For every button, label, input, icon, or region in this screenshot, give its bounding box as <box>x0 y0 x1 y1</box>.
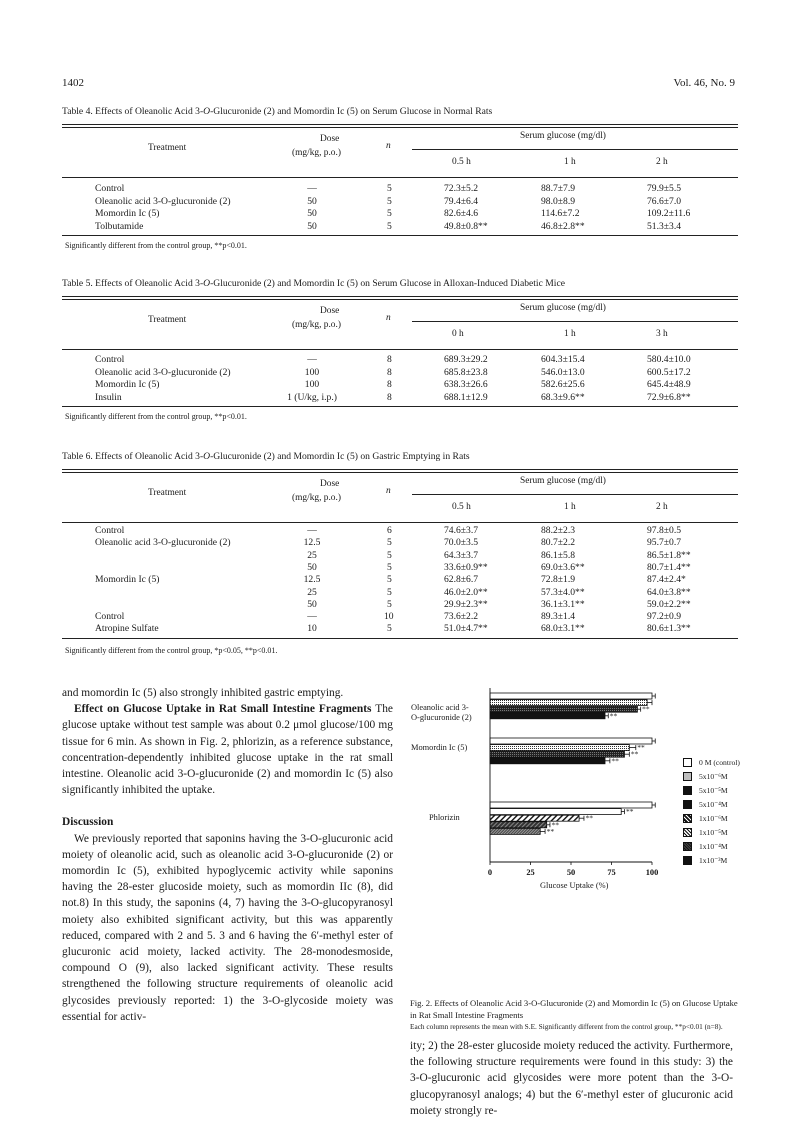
significance-marker: ** <box>630 749 639 759</box>
section-heading-discussion: Discussion <box>62 816 114 829</box>
legend-label: 1x10⁻⁶M <box>699 814 728 823</box>
cell-value: 689.3±29.2 <box>444 354 488 365</box>
col-header-time: 3 h <box>656 329 668 339</box>
table-rule <box>62 127 738 128</box>
table-rule <box>62 177 738 178</box>
cell-value: 88.7±7.9 <box>541 183 576 194</box>
significance-marker: ** <box>625 807 634 817</box>
cell-dose: 50 <box>307 195 317 207</box>
table4-caption: Table 4. Effects of Oleanolic Acid 3-O-Glucuronide (2) and Momordin Ic (5) on Serum Glucose in Normal Rats <box>62 106 493 117</box>
cell-value: 57.3±4.0** <box>541 586 585 598</box>
cell-value: 68.3±9.6** <box>541 391 585 403</box>
col-header-treatment: Treatment <box>148 143 187 153</box>
cell-treatment: Control <box>95 183 125 194</box>
cell-dose: 100 <box>304 366 320 378</box>
cell-value: 80.6±1.3** <box>647 623 691 635</box>
col-header-time: 2 h <box>656 157 668 167</box>
legend-label: 1x10⁻³M <box>699 856 728 865</box>
cell-value: 29.9±2.3** <box>444 598 488 610</box>
table-footnote: Significantly different from the control group, **p<0.01. <box>65 241 247 251</box>
cell-n: 5 <box>387 586 392 598</box>
cell-value: 73.6±2.2 <box>444 611 479 623</box>
cell-dose: 1 (U/kg, i.p.) <box>287 391 337 403</box>
legend-item <box>683 842 728 851</box>
cell-n: 5 <box>387 537 392 549</box>
table-rule <box>62 406 738 407</box>
cell-dose: 50 <box>307 220 317 232</box>
cell-treatment: Oleanolic acid 3-O-glucuronide (2) <box>95 537 231 549</box>
legend-swatch <box>683 758 692 767</box>
chart-bar <box>490 738 652 744</box>
journal-volume: Vol. 46, No. 9 <box>673 77 735 89</box>
table-rule <box>62 522 738 523</box>
cell-treatment: Momordin Ic (5) <box>95 379 160 391</box>
legend-label: 5x10⁻⁵M <box>699 786 728 795</box>
col-header-time: 1 h <box>564 157 576 167</box>
figure-2-caption: Fig. 2. Effects of Oleanolic Acid 3-O-Glucuronide (2) and Momordin Ic (5) on Glucose Uptake in Rat Small Intestine Fragments <box>410 998 738 1020</box>
cell-treatment: Momordin Ic (5) <box>95 208 160 220</box>
paragraph-gastric: and momordin Ic (5) also strongly inhibited gastric emptying. <box>62 687 344 699</box>
cell-value: 580.4±10.0 <box>647 354 691 365</box>
cell-n: 5 <box>387 208 392 220</box>
cell-dose: — <box>307 525 317 536</box>
cell-value: 114.6±7.2 <box>541 208 580 220</box>
cell-value: 86.5±1.8** <box>647 549 691 561</box>
cell-value: 69.0±3.6** <box>541 561 585 573</box>
col-header-dose-unit: (mg/kg, p.o.) <box>292 493 341 503</box>
col-header-time: 1 h <box>564 329 576 339</box>
legend-label: 0 M (control) <box>699 758 740 767</box>
table-footnote: Significantly different from the control group, **p<0.01. <box>65 412 247 422</box>
legend-label: 5x10⁻⁶M <box>699 772 728 781</box>
col-header-time: 0.5 h <box>452 502 471 512</box>
legend-swatch <box>683 828 692 837</box>
cell-value: 62.8±6.7 <box>444 574 479 586</box>
cell-n: 8 <box>387 366 392 378</box>
legend-label: 5x10⁻⁴M <box>699 800 728 809</box>
table-rule <box>62 472 738 473</box>
group-label-phlorizin: Phlorizin <box>429 813 460 822</box>
cell-dose: 50 <box>307 208 317 220</box>
cell-value: 582.6±25.6 <box>541 379 585 391</box>
cell-value: 68.0±3.1** <box>541 623 585 635</box>
col-header-treatment: Treatment <box>148 488 187 498</box>
cell-value: 97.2±0.9 <box>647 611 682 623</box>
cell-value: 685.8±23.8 <box>444 366 488 378</box>
cell-value: 64.0±3.8** <box>647 586 691 598</box>
cell-value: 51.3±3.4 <box>647 220 682 232</box>
legend-label: 1x10⁻⁵M <box>699 828 728 837</box>
cell-value: 87.4±2.4* <box>647 574 686 586</box>
cell-dose: 12.5 <box>303 537 321 549</box>
col-header-dose-unit: (mg/kg, p.o.) <box>292 320 341 330</box>
table-rule <box>62 349 738 350</box>
col-header-treatment: Treatment <box>148 315 187 325</box>
x-tick-label: 0 <box>487 868 493 877</box>
x-axis-label: Glucose Uptake (%) <box>540 881 609 890</box>
cell-treatment: Insulin <box>95 391 122 403</box>
significance-marker: ** <box>637 743 645 753</box>
cell-treatment: Control <box>95 611 125 623</box>
cell-value: 645.4±48.9 <box>647 379 691 391</box>
col-header-dose-unit: (mg/kg, p.o.) <box>292 148 341 158</box>
table-rule <box>62 235 738 236</box>
cell-value: 86.1±5.8 <box>541 549 576 561</box>
cell-value: 97.8±0.5 <box>647 525 682 536</box>
col-header-time: 0.5 h <box>452 157 471 167</box>
col-header-dose: Dose <box>320 134 340 144</box>
cell-treatment: Control <box>95 525 125 536</box>
cell-n: 5 <box>387 549 392 561</box>
cell-value: 46.0±2.0** <box>444 586 488 598</box>
cell-dose: 12.5 <box>303 574 321 586</box>
cell-value: 46.8±2.8** <box>541 220 585 232</box>
cell-value: 79.9±5.5 <box>647 183 682 194</box>
legend-swatch <box>683 800 692 809</box>
chart-bar <box>490 809 621 815</box>
legend-swatch <box>683 786 692 795</box>
paragraph-discussion: We previously reported that saponins having the 3-O-glucuronic acid moiety of oleanolic acid, such as oleanolic acid 3-O-glucuronide (2) or momordin Ic (5), exhibited hypoglycemic activity while saponins having the 28-ester glucoside moiety, such as momordin IIc (8), did not.8) In this study, the saponins (4, 7) having the 3-O-glucopyranosyl moiety also exhibited significant activity, but this was apparently reduced, compared with 2 and 5. 3 and 6 having the 6′-methyl ester of glucuronic acid moiety, lacked activity. The 28-monodesmoside, compound O (9), also lacked significant activity. These results strengthened the following structure requirements of oleanolic acid glycosides previously reported: 1) the 3-O-glycoside moiety was essential for activ- <box>62 832 393 1023</box>
cell-value: 88.2±2.3 <box>541 525 576 536</box>
legend-item <box>683 828 728 837</box>
x-tick-label: 25 <box>526 868 535 877</box>
table-rule <box>62 469 738 470</box>
table-footnote: Significantly different from the control group, *p<0.05, **p<0.01. <box>65 645 278 655</box>
cell-value: 604.3±15.4 <box>541 354 585 365</box>
table5-caption: Table 5. Effects of Oleanolic Acid 3-O-Glucuronide (2) and Momordin Ic (5) on Serum Glucose in Alloxan-Induced Diabetic Mice <box>62 278 565 289</box>
cell-value: 82.6±4.6 <box>444 208 479 220</box>
paragraph-structure: ity; 2) the 28-ester glucoside moiety reduced the activity. Furthermore, the following structure requirements were found in this study: 3) the 3-O-glucuronic acid glycosides were more potent than the 3-O-glucopyranosyl analogs; 4) but the 6′-methyl ester of glucuronic acid moiety strongly re- <box>410 1040 733 1117</box>
cell-dose: — <box>307 611 317 623</box>
cell-value: 72.3±5.2 <box>444 183 479 194</box>
cell-value: 79.4±6.4 <box>444 195 479 207</box>
legend-item <box>683 814 728 823</box>
cell-value: 49.8±0.8** <box>444 220 488 232</box>
cell-dose: 100 <box>304 379 320 391</box>
legend-item <box>683 800 728 809</box>
cell-value: 36.1±3.1** <box>541 598 585 610</box>
col-header-time: 0 h <box>452 329 464 339</box>
significance-marker: ** <box>609 711 618 721</box>
chart-bar <box>490 758 605 764</box>
legend-item <box>683 786 728 795</box>
col-header-n: n <box>386 313 391 323</box>
legend-item <box>683 758 740 767</box>
cell-value: 51.0±4.7** <box>444 623 488 635</box>
cell-treatment: Oleanolic acid 3-O-glucuronide (2) <box>95 195 231 207</box>
cell-treatment: Tolbutamide <box>95 220 144 232</box>
body-right-column <box>410 1038 733 1119</box>
table-rule <box>62 638 738 639</box>
cell-n: 5 <box>387 574 392 586</box>
col-header-n: n <box>386 141 391 151</box>
cell-treatment: Oleanolic acid 3-O-glucuronide (2) <box>95 366 231 378</box>
page-number: 1402 <box>62 77 84 89</box>
cell-value: 109.2±11.6 <box>647 208 691 220</box>
col-header-serum-glucose: Serum glucose (mg/dl) <box>520 131 606 141</box>
cell-dose: 25 <box>307 586 317 598</box>
table6-caption: Table 6. Effects of Oleanolic Acid 3-O-Glucuronide (2) and Momordin Ic (5) on Gastric Emptying in Rats <box>62 451 470 462</box>
cell-value: 546.0±13.0 <box>541 366 585 378</box>
chart-bar <box>490 751 624 757</box>
col-header-n: n <box>386 486 391 496</box>
col-header-serum-glucose: Serum glucose (mg/dl) <box>520 303 606 313</box>
legend-swatch <box>683 856 692 865</box>
cell-n: 8 <box>387 391 392 403</box>
cell-treatment: Atropine Sulfate <box>95 623 159 635</box>
x-tick-label: 100 <box>645 868 659 877</box>
cell-value: 688.1±12.9 <box>444 391 488 403</box>
legend-label: 1x10⁻⁴M <box>699 842 728 851</box>
body-left-column <box>62 685 393 1025</box>
cell-value: 95.7±0.7 <box>647 537 682 549</box>
chart-bar <box>490 745 629 751</box>
table-rule <box>62 124 738 125</box>
cell-n: 5 <box>387 220 392 232</box>
cell-n: 6 <box>387 525 392 536</box>
legend-swatch <box>683 842 692 851</box>
x-tick-label: 50 <box>566 868 576 877</box>
table-rule <box>62 296 738 297</box>
cell-treatment: Control <box>95 354 125 365</box>
cell-dose: 25 <box>307 549 317 561</box>
cell-value: 638.3±26.6 <box>444 379 488 391</box>
cell-n: 5 <box>387 195 392 207</box>
figure-2 <box>408 686 738 986</box>
cell-n: 5 <box>387 183 392 194</box>
cell-treatment: Momordin Ic (5) <box>95 574 160 586</box>
table-rule <box>412 321 738 322</box>
cell-value: 72.8±1.9 <box>541 574 576 586</box>
cell-value: 59.0±2.2** <box>647 598 691 610</box>
chart-bar <box>490 693 652 699</box>
cell-dose: — <box>307 183 317 194</box>
col-header-dose: Dose <box>320 306 340 316</box>
significance-marker: ** <box>551 820 559 830</box>
cell-value: 70.0±3.5 <box>444 537 479 549</box>
cell-value: 33.6±0.9** <box>444 561 488 573</box>
cell-value: 89.3±1.4 <box>541 611 576 623</box>
legend-swatch <box>683 814 692 823</box>
cell-dose: 10 <box>307 623 317 635</box>
cell-value: 80.7±1.4** <box>647 561 691 573</box>
cell-dose: 50 <box>307 561 317 573</box>
col-header-serum-glucose: Serum glucose (mg/dl) <box>520 476 606 486</box>
figure-2-note: Each column represents the mean with S.E. Significantly different from the control group, **p<0.01 (n=8). <box>410 1022 723 1031</box>
chart-bar <box>490 815 579 821</box>
cell-n: 8 <box>387 354 392 365</box>
chart-bar <box>490 828 540 834</box>
cell-dose: — <box>307 354 317 365</box>
cell-n: 8 <box>387 379 392 391</box>
paragraph-uptake: Effect on Glucose Uptake in Rat Small Intestine Fragments The glucose uptake without test sample was about 0.2 μmol glucose/100 mg tissue for 6 min. As shown in Fig. 2, phlorizin, as a reference substance, concentration-dependently inhibited glucose uptake in the rat small intestine. Oleanolic acid 3-O-glucuronide (2) and momordin Ic (5) also significantly inhibited the uptake. <box>62 703 393 797</box>
col-header-dose: Dose <box>320 479 340 489</box>
cell-value: 72.9±6.8** <box>647 391 691 403</box>
cell-n: 5 <box>387 598 392 610</box>
col-header-time: 2 h <box>656 502 668 512</box>
significance-marker: ** <box>585 813 593 823</box>
legend-swatch <box>683 772 692 781</box>
chart-bar <box>490 822 547 828</box>
group-label-oleanolic: Oleanolic acid 3- O-glucuronide (2) <box>411 703 472 722</box>
legend-item <box>683 856 727 865</box>
significance-marker: ** <box>642 704 650 714</box>
cell-dose: 50 <box>307 598 317 610</box>
cell-value: 80.7±2.2 <box>541 537 576 549</box>
col-header-time: 1 h <box>564 502 576 512</box>
significance-marker: ** <box>546 826 555 836</box>
legend-item <box>683 772 728 781</box>
significance-marker: ** <box>611 756 619 766</box>
group-label-momordin: Momordin Ic (5) <box>411 743 468 752</box>
table-rule <box>412 494 738 495</box>
cell-value: 64.3±3.7 <box>444 549 479 561</box>
cell-value: 76.6±7.0 <box>647 195 682 207</box>
section-heading-uptake: Effect on Glucose Uptake in Rat Small Intestine Fragments <box>74 703 372 716</box>
cell-n: 10 <box>384 611 394 623</box>
chart-bar <box>490 700 647 706</box>
table-rule <box>412 149 738 150</box>
cell-n: 5 <box>387 623 392 635</box>
cell-value: 74.6±3.7 <box>444 525 479 536</box>
x-tick-label: 75 <box>607 868 616 877</box>
cell-value: 98.0±8.9 <box>541 195 576 207</box>
table-rule <box>62 299 738 300</box>
cell-value: 600.5±17.2 <box>647 366 691 378</box>
chart-bar <box>490 713 605 719</box>
cell-n: 5 <box>387 561 392 573</box>
